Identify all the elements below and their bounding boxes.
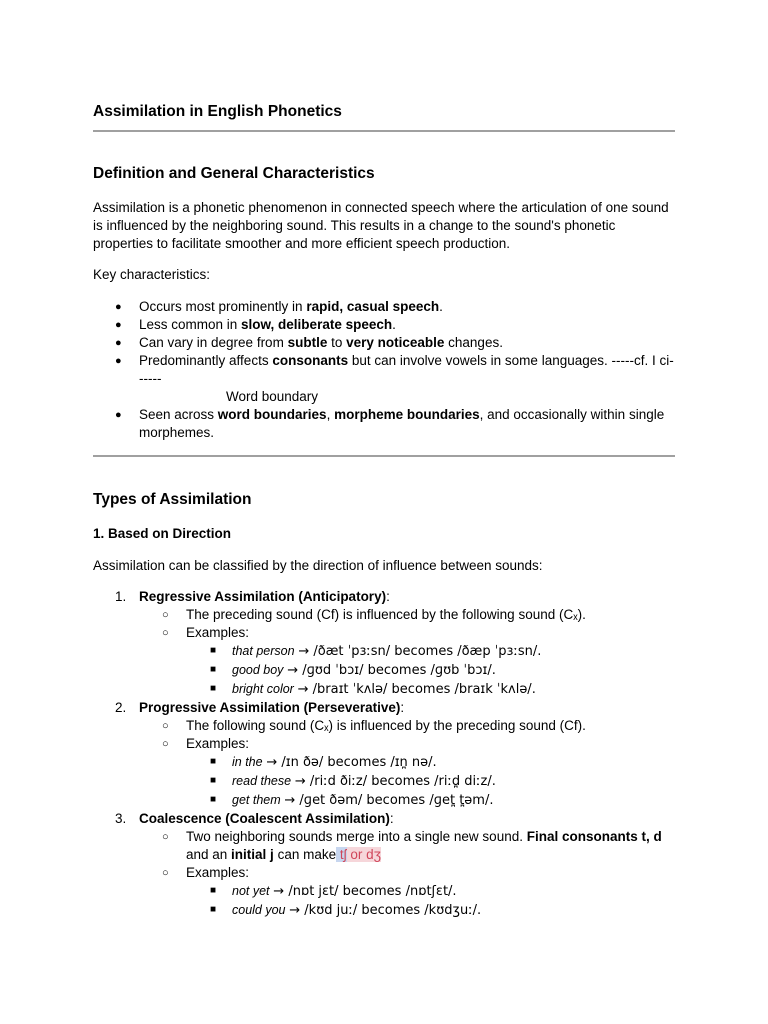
list-item: ● Seen across word boundaries, morpheme boundaries, and occasionally within single morphemes.: [93, 406, 675, 442]
example-item: ■ get them → /ɡet ðəm/ becomes /ɡet̪ t̪əm/.: [186, 791, 675, 810]
list-item: ● Less common in slow, deliberate speech.: [93, 316, 675, 334]
list-item: ○ Examples: ■ that person → /ðæt ˈpɜːsn/ becomes /ðæp ˈpɜːsn/. ■ good boy → /ɡʊd ˈbɔɪ/ becomes /ɡʊb ˈbɔɪ/. ■ bright color → /braɪt ˈkʌlə/ becomes /braɪk ˈkʌlə/.: [139, 624, 675, 699]
word-boundary-note: Word boundary: [226, 389, 319, 404]
types-intro: Assimilation can be classified by the direction of influence between sounds:: [93, 558, 543, 573]
definition-paragraph: Assimilation is a phonetic phenomenon in connected speech where the articulation of one sound is influenced by the neighboring sound. This results in a change to the sound's phonetic properties to facilitate smoother and more efficient speech production.: [93, 200, 669, 251]
list-item: ○ Two neighboring sounds merge into a single new sound. Final consonants t, d and an initial j can make tʃ or dʒ: [139, 828, 675, 864]
section-heading-definition: Definition and General Characteristics: [93, 165, 375, 182]
list-item: ● Can vary in degree from subtle to very noticeable changes.: [93, 334, 675, 352]
example-item: ■ bright color → /braɪt ˈkʌlə/ becomes /braɪk ˈkʌlə/.: [186, 680, 675, 699]
list-item: ● Occurs most prominently in rapid, casual speech.: [93, 298, 675, 316]
example-item: ■ read these → /riːd ðiːz/ becomes /riːd̪ diːz/.: [186, 772, 675, 791]
example-item: ■ good boy → /ɡʊd ˈbɔɪ/ becomes /ɡʊb ˈbɔɪ/.: [186, 661, 675, 680]
list-item: ○ Examples: ■ not yet → /nɒt jɛt/ becomes /nɒtʃɛt/. ■ could you → /kʊd juː/ becomes /kʊdʒuː/.: [139, 864, 675, 920]
example-item: ■ that person → /ðæt ˈpɜːsn/ becomes /ðæp ˈpɜːsn/.: [186, 642, 675, 661]
list-item: ○ Examples: ■ in the → /ɪn ðə/ becomes /ɪn̪ nə/. ■ read these → /riːd ðiːz/ becomes /riːd̪ diːz/. ■ get them → /ɡet ðəm/ becomes /ɡet̪ t̪əm/.: [139, 735, 675, 810]
type-item-progressive: 2. Progressive Assimilation (Perseverative): ○ The following sound (Cₓ) is influenced by the preceding sound (Cf). ○ Examples: ■ in the → /ɪn ðə/ becomes /ɪn̪ nə/. ■ read these → /riːd ðiːz/ becomes /riːd̪ diːz/. ■ get them → /ɡet ðəm/ becomes /ɡet̪ t̪əm/.: [93, 699, 675, 810]
document-title: Assimilation in English Phonetics: [93, 103, 342, 120]
list-item: ● Predominantly affects consonants but can involve vowels in some languages. -----cf. I ci------ Word boundary: [93, 352, 675, 406]
subheading-direction: 1. Based on Direction: [93, 526, 232, 541]
key-characteristics-label: Key characteristics:: [93, 267, 211, 282]
section-heading-types: Types of Assimilation: [93, 491, 252, 508]
selected-text[interactable]: tʃ: [336, 847, 347, 862]
example-item: ■ could you → /kʊd juː/ becomes /kʊdʒuː/.: [186, 901, 675, 920]
list-item: ○ The following sound (Cₓ) is influenced by the preceding sound (Cf).: [139, 717, 675, 735]
example-item: ■ not yet → /nɒt jɛt/ becomes /nɒtʃɛt/.: [186, 882, 675, 901]
highlighted-text[interactable]: or dʒ: [346, 847, 381, 862]
example-item: ■ in the → /ɪn ðə/ becomes /ɪn̪ nə/.: [186, 753, 675, 772]
horizontal-rule: [93, 455, 675, 457]
type-item-regressive: 1. Regressive Assimilation (Anticipatory): ○ The preceding sound (Cf) is influenced by the following sound (Cₓ). ○ Examples: ■ that person → /ðæt ˈpɜːsn/ becomes /ðæp ˈpɜːsn/. ■ good boy → /ɡʊd ˈbɔɪ/ becomes /ɡʊb ˈbɔɪ/. ■ bright color → /braɪt ˈkʌlə/ becomes /braɪk ˈkʌlə/.: [93, 588, 675, 699]
list-item: ○ The preceding sound (Cf) is influenced by the following sound (Cₓ).: [139, 606, 675, 624]
type-item-coalescence: 3. Coalescence (Coalescent Assimilation): ○ Two neighboring sounds merge into a single new sound. Final consonants t, d and an initial j can make tʃ or dʒ ○ Examples: ■ not yet → /nɒt jɛt/ becomes /nɒtʃɛt/. ■ could you → /kʊd juː/ becomes /kʊdʒuː/.: [93, 810, 675, 920]
assimilation-types-list: [93, 588, 675, 920]
horizontal-rule: [93, 130, 675, 132]
characteristics-list: [93, 298, 675, 442]
